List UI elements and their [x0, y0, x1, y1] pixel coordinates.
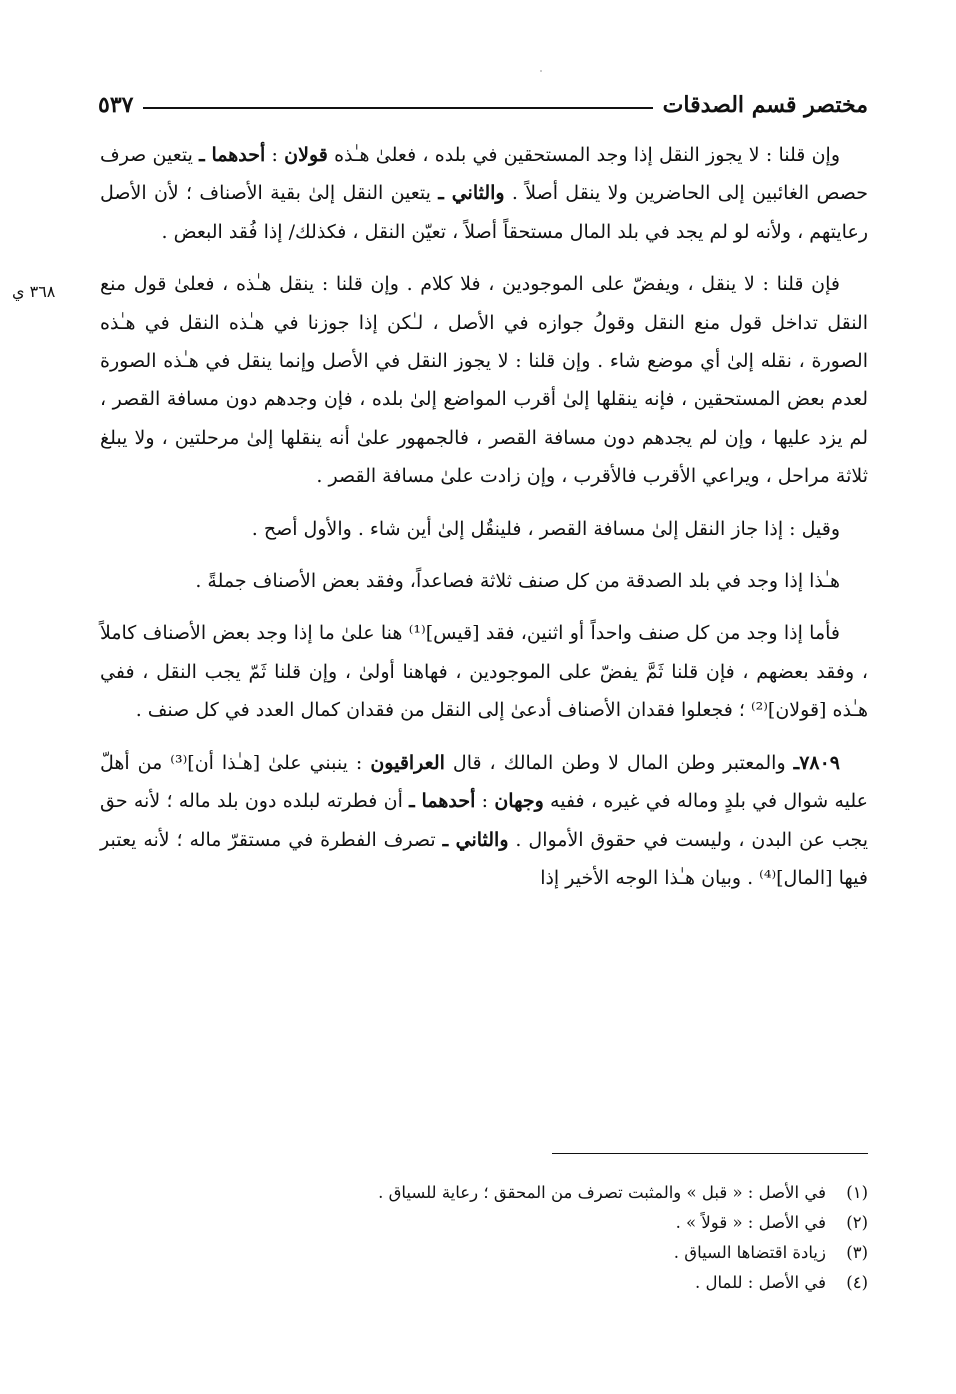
footnote-text: في الأصل : « قولاً » . — [675, 1213, 826, 1232]
text-run: هـٰذا إذا وجد في بلد الصدقة من كل صنف ثلاثة فصاعداً، وفقد بعض الأصناف جملةً . — [195, 570, 840, 593]
text-run: : — [265, 144, 285, 166]
text-run: يتعين النقل إلىٰ بقية الأصناف ؛ لأن الأصل رعايتهم ، ولأنه لو لم يجد في بلد المال مستحقاً أصلاً ، تعيّن النقل ، فكذلك/ إذا فُقد البعض . — [100, 182, 868, 243]
paragraph — [100, 614, 868, 729]
paragraph — [100, 136, 868, 251]
main-text — [100, 136, 868, 911]
bold-term: والثاني ـ — [438, 182, 505, 205]
footnote-item — [100, 1178, 868, 1208]
bold-term: والثاني ـ — [442, 828, 509, 851]
footnote-text: زيادة اقتضاها السياق . — [673, 1243, 826, 1262]
scan-speck — [540, 70, 542, 72]
bold-term: ٧٨٠٩ـ — [793, 751, 841, 774]
text-run: تصرف الفطرة في مستقرّ ماله ؛ لأنه يعتبر فيها [المال]⁽⁴⁾ . وبيان هـٰذا الوجه الأخير إذا — [100, 828, 868, 889]
page-number: ٥٣٧ — [98, 92, 134, 118]
bold-term: أحدهما ـ — [409, 790, 476, 813]
paragraph — [100, 265, 868, 495]
footnote-item — [100, 1268, 868, 1298]
header-rule — [143, 107, 652, 109]
running-title: مختصر قسم الصدقات — [662, 92, 868, 118]
bold-term: وجهان — [494, 790, 544, 813]
text-run: وإن قلنا : لا يجوز النقل إذا وجد المستحقين في بلده ، فعلىٰ هـٰذه — [327, 144, 840, 166]
text-run: : ينبني علىٰ [هـٰذا أن]⁽³⁾ من أهلّ عليه شوال في بلدٍ وماله في غيره ، ففيه — [100, 751, 868, 813]
text-run: يتعين صرف حصص الغائبين إلى الحاضرين ولا ينقل أصلاً . — [100, 144, 868, 205]
running-header — [98, 82, 868, 118]
bold-term: أحدهما ـ — [199, 144, 266, 166]
footnote-text: في الأصل : « قبل » والمثبت تصرف من المحقق ؛ رعاية للسياق . — [378, 1183, 826, 1202]
paragraph — [100, 562, 868, 600]
footnote-item — [100, 1238, 868, 1268]
paragraph — [100, 744, 868, 898]
text-run: والمعتبر وطن المال لا وطن المالك ، قال — [444, 751, 794, 774]
text-run: أن فطرته لبلده دون بلد ماله ؛ لأنه حق يجب عن البدن ، وليست في حقوق الأموال . — [100, 790, 868, 851]
bold-term: قولان — [284, 144, 328, 166]
footnote-number: (٤) — [846, 1273, 868, 1292]
footnote-number: (١) — [846, 1183, 868, 1202]
footnote-text: في الأصل : للمال . — [695, 1273, 826, 1292]
bold-term: العراقيون — [370, 751, 445, 774]
footnote-number: (٢) — [846, 1213, 868, 1232]
footnotes — [100, 1178, 868, 1298]
margin-manuscript-ref: ٣٦٨ ي — [12, 282, 56, 301]
footnote-rule — [552, 1153, 868, 1154]
text-run: فأما إذا وجد من كل صنف واحداً أو اثنين، فقد [قيس]⁽¹⁾ هنا علىٰ ما إذا وجد بعض الأصناف كاملاً ، وفقد بعضهم ، فإن قلنا ثَمَّ يفضّ على الموجودين ، فهاهنا أولىٰ ، وإن قلنا ثَمّ يجب النقل ، ففي هـٰذه [قولان]⁽²⁾ ؛ فجعلوا فقدان الأصناف أدعىٰ إلى النقل من فقدان كمال العدد في كل صنف . — [100, 622, 868, 722]
text-run: فإن قلنا : لا ينقل ، ويفضّ على الموجودين ، فلا كلام . وإن قلنا : ينقل هـٰذه ، فعلىٰ قول منع النقل تداخل قول منع النقل وقولُ جوازه في الأصل ، لـٰكن إذا جوزنا في هـٰذه النقل في هـٰذه الصورة ، نقله إلىٰ أي موضع شاء . وإن قلنا : لا يجوز النقل في الأصل وإنما ينقل في هـٰذه الصورة لعدم بعض المستحقين ، فإنه ينقلها إلىٰ أقرب المواضع إلىٰ بلده ، فإن وجدهم دون مسافة القصر ، لم يزد عليها ، وإن لم يجدهم دون مسافة القصر ، فالجمهور علىٰ أنه ينقلها إلىٰ مرحلتين ، ولا يبلغ ثلاثة مراحل ، ويراعي الأقرب فالأقرب ، وإن زادت علىٰ مسافة القصر . — [100, 273, 868, 488]
footnote-number: (٣) — [846, 1243, 868, 1262]
paragraph — [100, 510, 868, 548]
text-run: : — [475, 790, 495, 813]
text-run: وقيل : إذا جاز النقل إلىٰ مسافة القصر ، فلينقُل إلىٰ أين شاء . والأول أصح . — [251, 517, 840, 540]
footnote-item — [100, 1208, 868, 1238]
